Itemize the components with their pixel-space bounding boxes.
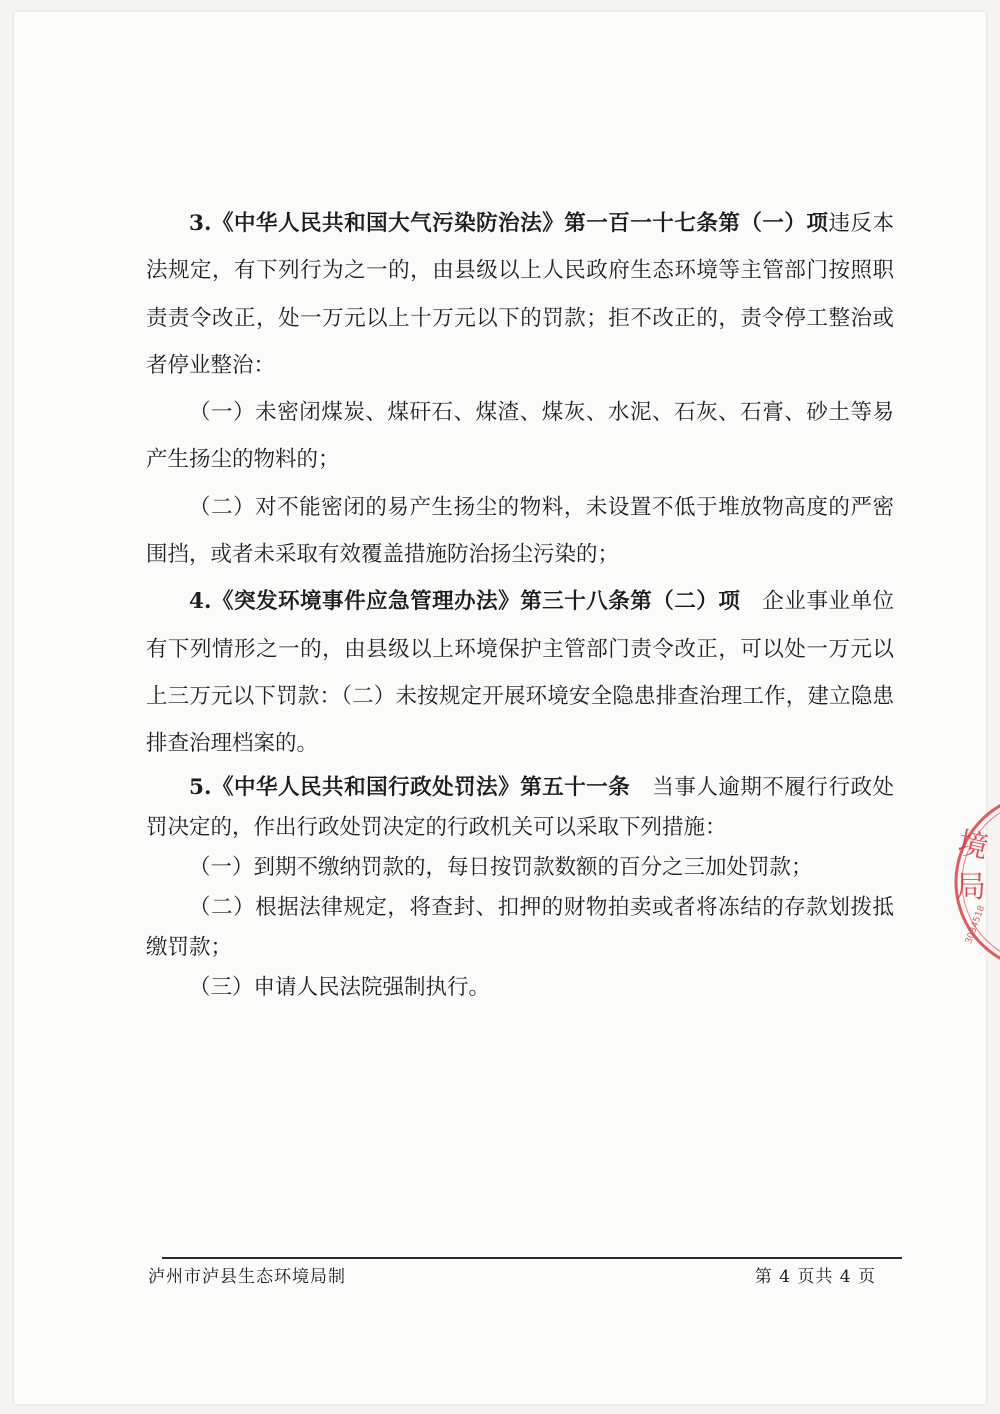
clause-3-item-2: （二）对不能密闭的易产生扬尘的物料，未设置不低于堆放物高度的严密围挡，或者未采取有效覆盖措施防治扬尘污染的； (146, 494, 894, 568)
clause-5-item-1: （一）到期不缴纳罚款的，每日按罚款数额的百分之三加处罚款； (189, 854, 813, 880)
seal-char-1: 境 (954, 825, 992, 866)
clause-5-item-2: （二）根据法律规定，将查封、扣押的财物拍卖或者将冻结的存款划拨抵缴罚款； (146, 894, 894, 960)
clause-4-text: 企业事业单位有下列情形之一的，由县级以上环境保护主管部门责令改正，可以处一万元以上三万元以下罚款：（二）未按规定开展环境安全隐患排查治理工作，建立隐患排查治理档案的。 (146, 589, 894, 757)
footer-page-number: 第 4 页共 4 页 (754, 1267, 876, 1287)
footer-divider (162, 1257, 902, 1259)
official-seal (944, 797, 1000, 977)
clause-3 (146, 200, 894, 389)
footer-issuer: 泸州市泸县生态环境局制 (148, 1267, 346, 1287)
document-page (14, 12, 992, 1404)
clause-4-heading: 4.《突发环境事件应急管理办法》第三十八条第（二）项 (189, 589, 741, 615)
clause-4 (146, 578, 894, 767)
seal-code: 3034518 (964, 904, 988, 946)
clause-3-item-1: （一）未密闭煤炭、煤矸石、煤渣、煤灰、水泥、石灰、石膏、砂土等易产生扬尘的物料的； (146, 400, 894, 473)
seal-char-2: 局 (956, 870, 986, 905)
seal-graphic (944, 797, 1000, 977)
document-body (146, 200, 894, 1008)
clause-5-text: 当事人逾期不履行行政处罚决定的，作出行政处罚决定的行政机关可以采取下列措施： (146, 774, 894, 840)
clause-5-heading: 5.《中华人民共和国行政处罚法》第五十一条 (189, 774, 631, 800)
clause-3-text: 违反本法规定，有下列行为之一的，由县级以上人民政府生态环境等主管部门按照职责责令改正，处一万元以上十万元以下的罚款；拒不改正的，责令停工整治或者停业整治： (146, 211, 894, 378)
clause-3-heading: 3.《中华人民共和国大气污染防治法》第一百一十七条第（一）项 (189, 211, 829, 236)
clause-5 (146, 768, 894, 848)
clause-5-item-3: （三）申请人民法院强制执行。 (189, 974, 491, 1000)
